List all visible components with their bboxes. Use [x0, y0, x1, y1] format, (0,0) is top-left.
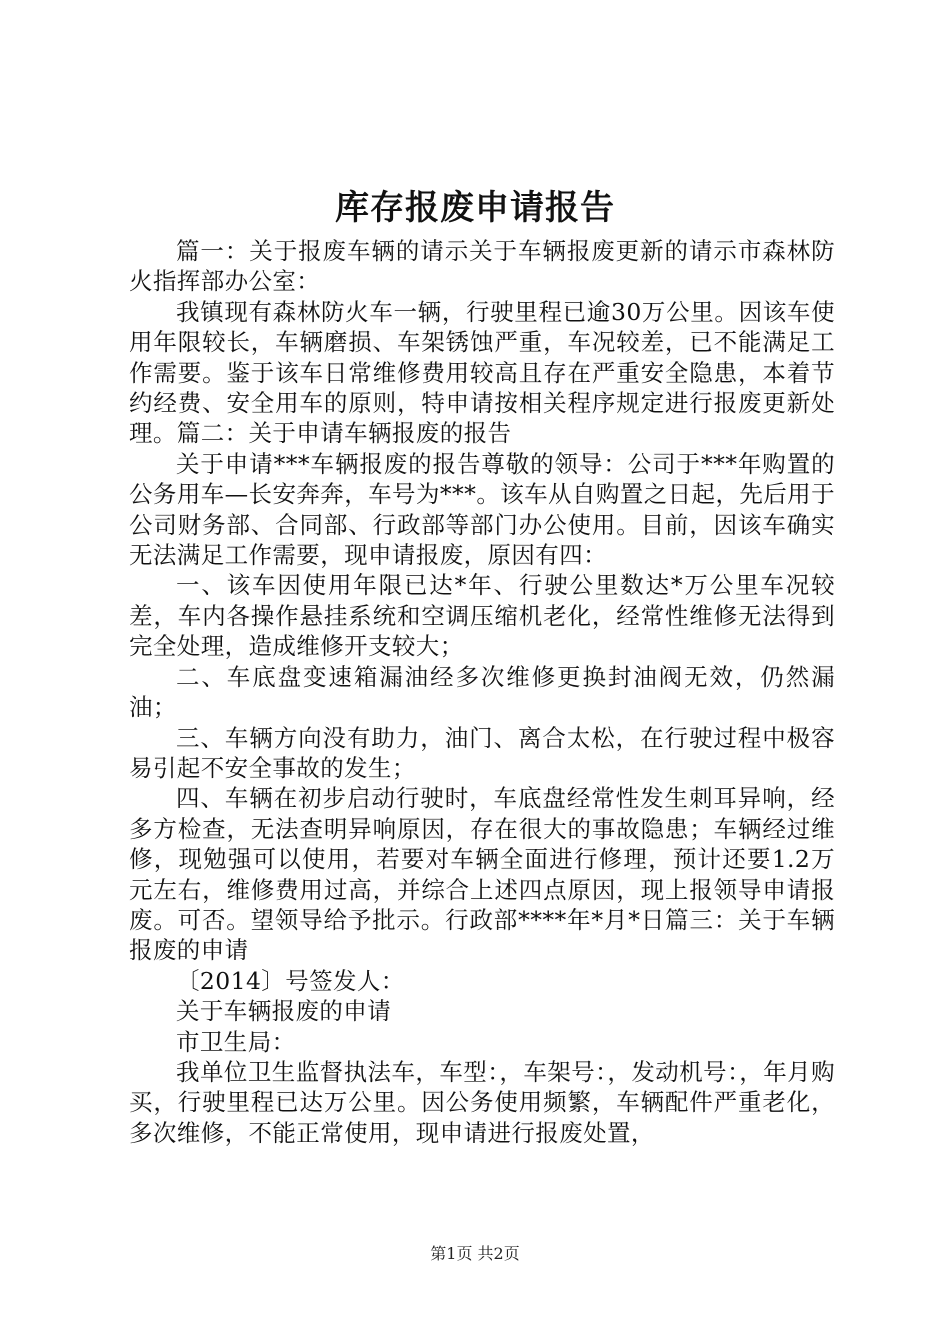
- page-footer: 第1页 共2页: [430, 1244, 520, 1263]
- document-title: 库存报废申请报告: [335, 188, 615, 228]
- paragraph-reason-1: 一、该车因使用年限已达*年、行驶公里数达*万公里车况较差，车内各操作悬挂系统和空调压缩机老化，经常性维修无法得到完全处理，造成维修开支较大；: [129, 571, 835, 661]
- paragraph-subject: 关于车辆报废的申请: [176, 997, 392, 1026]
- paragraph-request-2: 关于申请***车辆报废的报告尊敬的领导：公司于***年购置的公务用车—长安奔奔，车号为***。该车从自购置之日起，先后用于公司财务部、合同部、行政部等部门办公使用。目前，因该车确实无法满足工作需要，现申请报废，原因有四：: [129, 449, 835, 570]
- document-body: [129, 236, 835, 1148]
- paragraph-reason-4: 四、车辆在初步启动行驶时，车底盘经常性发生刺耳异响，经多方检查，无法查明异响原因，存在很大的事故隐患；车辆经过维修，现勉强可以使用，若要对车辆全面进行修理，预计还要1.2万元左右，维修费用过高，并综合上述四点原因，现上报领导申请报废。可否。望领导给予批示。行政部****年*月*日篇三：关于车辆报废的申请: [129, 784, 835, 965]
- paragraph-doc-number: 〔2014〕号签发人：: [176, 966, 405, 995]
- paragraph-reason-3: 三、车辆方向没有助力，油门、离合太松，在行驶过程中极容易引起不安全事故的发生；: [129, 723, 835, 782]
- paragraph-recipient: 市卫生局：: [176, 1027, 296, 1056]
- paragraph-request-1: 我镇现有森林防火车一辆，行驶里程已逾30万公里。因该车使用年限较长，车辆磨损、车架锈蚀严重，车况较差，已不能满足工作需要。鉴于该车日常维修费用较高且存在严重安全隐患，本着节约经费、安全用车的原则，特申请按相关程序规定进行报废更新处理。篇二：关于申请车辆报废的报告: [129, 297, 835, 448]
- paragraph-reason-2: 二、车底盘变速箱漏油经多次维修更换封油阀无效，仍然漏油；: [129, 662, 835, 722]
- paragraph-intro: 篇一：关于报废车辆的请示关于车辆报废更新的请示市森林防火指挥部办公室：: [129, 237, 835, 296]
- paragraph-application: 我单位卫生监督执法车，车型：，车架号：，发动机号：，年月购买，行驶里程已达万公里。因公务使用频繁，车辆配件严重老化，多次维修，不能正常使用，现申请进行报废处置，: [129, 1057, 835, 1147]
